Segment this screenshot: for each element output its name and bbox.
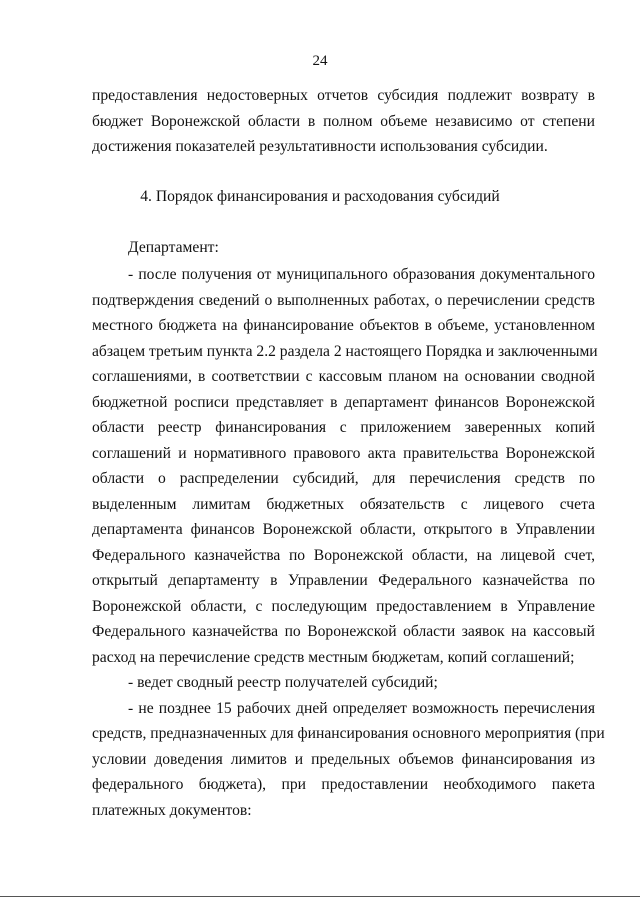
intro-paragraph (92, 83, 595, 160)
department-label-block (92, 235, 595, 261)
text-line: абзацем третьим пункта 2.2 раздела 2 настоящего Порядка и заключенными (92, 342, 598, 360)
text-line: Воронежской области, с последующим предоставлением в Управление (92, 597, 595, 615)
text-line: области реестр финансирования с приложением заверенных копий (92, 419, 595, 436)
text-line: области о распределении субсидий, для перечисления средств по (92, 470, 595, 487)
text-line: департамента финансов Воронежской области, открытого в Управлении (92, 521, 595, 538)
text-line: соглашениями, в соответствии с кассовым планом на основании сводной (92, 368, 595, 385)
text-line: - не позднее 15 рабочих дней определяет возможность перечисления (128, 699, 595, 717)
text-line: - ведет сводный реестр получателей субсидий; (128, 674, 438, 691)
text-line: открытый департаменту в Управлении Федерального казначейства по (92, 572, 595, 589)
text-line: предоставления недостоверных отчетов субсидия подлежит возврату в (92, 87, 595, 104)
text-line: достижения показателей результативности использования субсидии. (92, 138, 548, 155)
text-line: Федерального казначейства по Воронежской области, на лицевой счет, (92, 546, 595, 564)
text-line: платежных документов: (92, 801, 252, 819)
text-line: выделенным лимитам бюджетных обязательств с лицевого счета (92, 495, 595, 513)
text-line: средств, предназначенных для финансирования основного мероприятия (при (92, 725, 605, 742)
text-line: расход на перечисление средств местным бюджетам, копий соглашений; (92, 648, 575, 666)
text-line: бюджет Воронежской области в полном объеме независимо от степени (92, 112, 595, 130)
text-line: - после получения от муниципального образования документального (128, 266, 595, 283)
text-line: Федерального казначейства по Воронежской области заявок на кассовый (92, 623, 595, 640)
department-label: Департамент: (128, 239, 219, 256)
text-line: условии доведения лимитов и предельных объемов финансирования из (92, 750, 595, 768)
text-line: федерального бюджета), при предоставлении необходимого пакета (92, 776, 595, 793)
text-line: соглашений и нормативного правового акта правительства Воронежской (92, 444, 595, 462)
page-number: 24 (312, 53, 328, 69)
text-line: местного бюджета на финансирование объектов в объеме, установленном (92, 317, 595, 334)
footer-divider (0, 896, 640, 897)
text-line: подтверждения сведений о выполненных работах, о перечислении средств (92, 291, 595, 309)
main-paragraphs (92, 262, 605, 823)
section-title: 4. Порядок финансирования и расходования субсидий (140, 188, 500, 205)
text-line: бюджетной росписи представляет в департамент финансов Воронежской (92, 393, 595, 411)
